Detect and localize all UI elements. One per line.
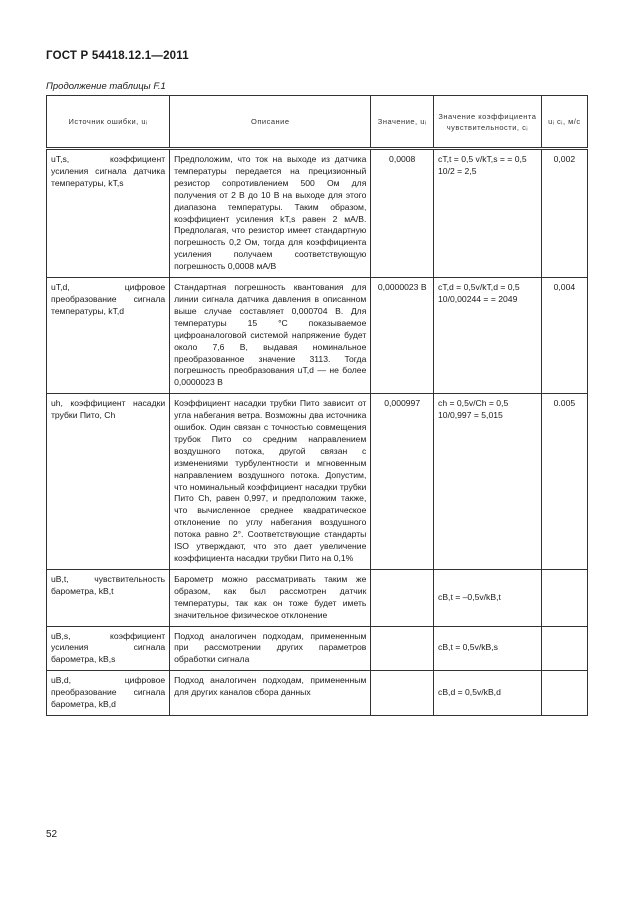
cell-uncertainty: [541, 671, 587, 716]
column-header-description: Описание: [170, 96, 371, 148]
cell-value: 0,0000023 В: [371, 278, 434, 394]
cell-source: uT,s, коэффициент усиления сигнала датчика температуры, kT,s: [47, 150, 170, 278]
table-header-row: [47, 96, 588, 148]
document-code: ГОСТ Р 54418.12.1—2011: [46, 50, 189, 62]
cell-coefficient: cB,t = –0,5v/kB,t: [434, 569, 542, 626]
cell-uncertainty: [541, 626, 587, 671]
column-header-value: Значение, uᵢ: [371, 96, 434, 148]
cell-value: 0,000997: [371, 394, 434, 570]
cell-coefficient: cT,d = 0,5v/kT,d = 0,5 10/0,00244 = = 2049: [434, 278, 542, 394]
cell-uncertainty: 0,002: [541, 150, 587, 278]
column-header-coefficient: Значение коэффициента чувствительности, cᵢ: [434, 96, 542, 148]
table-row: [47, 278, 588, 394]
cell-source: uT,d, цифровое преобразование сигнала температуры, kT,d: [47, 278, 170, 394]
cell-coefficient: cT,t = 0,5 v/kT,s = = 0,5 10/2 = 2,5: [434, 150, 542, 278]
page-number: 52: [46, 829, 58, 840]
column-header-source: Источник ошибки, uᵢ: [47, 96, 170, 148]
cell-description: Предположим, что ток на выходе из датчика температуры передается на прецизионный резистор сопротивлением 500 Ом для получения от 2 В до 10 В на выходе для этого диапазона температуры. Таким образом, коэффициент усиления kT,s равен 2 мА/В. Предполагая, что резистор имеет стандартную погрешность 0,2 Ом, тогда для коэффициента усиления получаем соответствующую погрешность 0,0008 мА/В: [170, 150, 371, 278]
cell-value: [371, 671, 434, 716]
cell-coefficient: cB,d = 0,5v/kB,d: [434, 671, 542, 716]
cell-source: uB,s, коэффициент усиления сигнала барометра, kB,s: [47, 626, 170, 671]
cell-description: Подход аналогичен подходам, примененным при рассмотрении других параметров обработки сигнала: [170, 626, 371, 671]
cell-description: Барометр можно рассматривать таким же образом, как был рассмотрен датчик температуры, так как он тоже будет иметь значительное физическое отклонение: [170, 569, 371, 626]
table-row: [47, 394, 588, 570]
table-caption: Продолжение таблицы F.1: [46, 81, 166, 92]
column-header-uncertainty: uᵢ cᵢ, м/с: [541, 96, 587, 148]
table-row: [47, 150, 588, 278]
cell-coefficient: cB,t = 0,5v/kB,s: [434, 626, 542, 671]
table-row: [47, 569, 588, 626]
cell-value: [371, 626, 434, 671]
cell-uncertainty: [541, 569, 587, 626]
cell-source: uh, коэффициент насадки трубки Пито, Ch: [47, 394, 170, 570]
table-row: [47, 626, 588, 671]
cell-uncertainty: 0,004: [541, 278, 587, 394]
cell-description: Стандартная погрешность квантования для линии сигнала датчика давления в описанном выше случае составляет 0,000704 В. Для температуры 15 °С показываемое цифроаналоговой системой напряжение будет около 7,6 В, выдавая номинальное преобразованное значение 3113. Тогда погрешность преобразования uT,d — не более 0,0000023 В: [170, 278, 371, 394]
uncertainty-table: [46, 95, 588, 716]
table-row: [47, 671, 588, 716]
cell-coefficient: ch = 0,5v/Ch = 0,5 10/0,997 = 5,015: [434, 394, 542, 570]
cell-source: uB,t, чувствительность барометра, kB,t: [47, 569, 170, 626]
cell-uncertainty: 0.005: [541, 394, 587, 570]
cell-description: Подход аналогичен подходам, примененным для других каналов сбора данных: [170, 671, 371, 716]
cell-source: uB,d, цифровое преобразование сигнала барометра, kB,d: [47, 671, 170, 716]
cell-value: [371, 569, 434, 626]
cell-value: 0,0008: [371, 150, 434, 278]
cell-description: Коэффициент насадки трубки Пито зависит от угла набегания ветра. Возможны два источника ошибок. Один связан с точностью совмещения трубок Пито со средним направлением воздушного потока, другой связан с изменениями турбулентности и мгновенным направлением воздушного потока. Допустим, что номинальный коэффициент насадки трубки Пито Ch, равен 0,997, и предположим также, что вычисленное среднее квадратическое отклонение по углу набегания воздушного потока равно 2°. Соответствующие стандарты ISO утверждают, что это дает увеличение коэффициента насадки трубки Пито на 0,1%: [170, 394, 371, 570]
